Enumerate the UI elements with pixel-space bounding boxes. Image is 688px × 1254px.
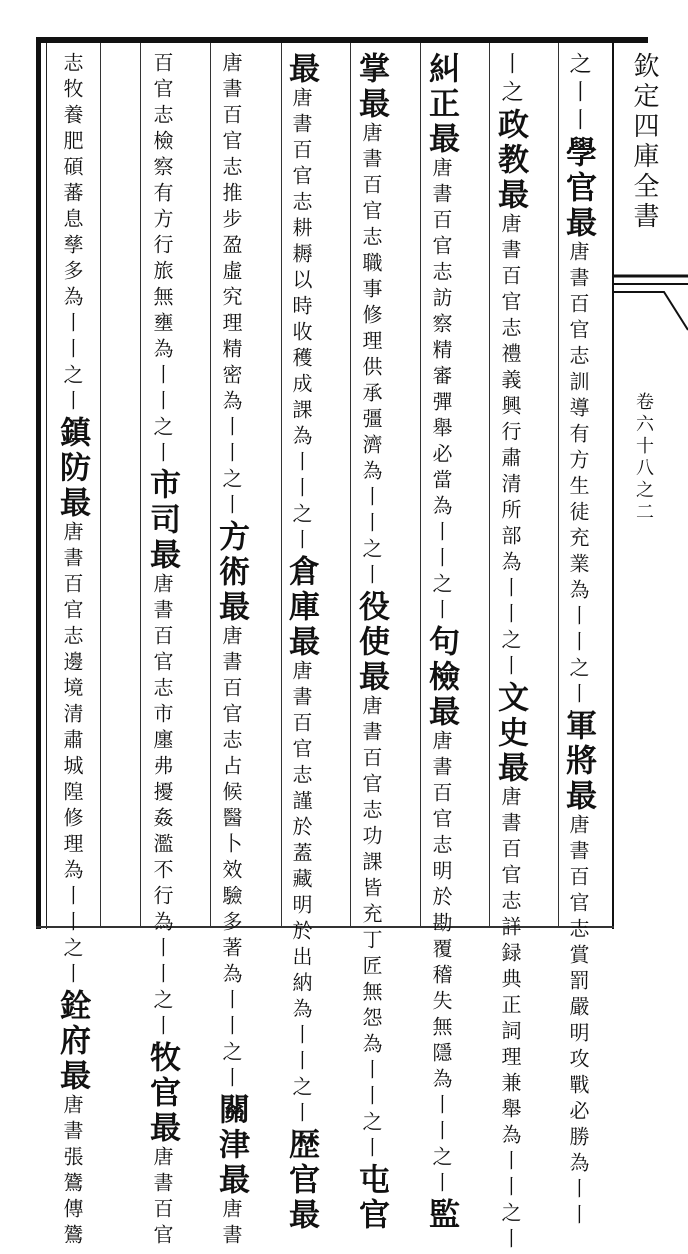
frame-left-border [36, 37, 41, 929]
text-column-5 [283, 52, 319, 1233]
entry-heading: 歴官最 [283, 1128, 319, 1233]
entry-text: 唐書百官志職事修理供承彊濟為丨丨之丨 [359, 122, 383, 590]
entry-text: 唐書百官志訓導有方生徒充業為丨丨之丨 [566, 241, 590, 709]
entry-text: 丨之 [498, 52, 523, 108]
entry-heading: 糾正最 [423, 52, 459, 157]
column-separator [100, 43, 101, 927]
entry-heading: 鎮防最 [54, 416, 90, 521]
entry-heading: 牧官最 [144, 1041, 180, 1146]
text-column-1 [560, 52, 596, 1230]
fishtail-marker-icon [614, 270, 688, 340]
entry-heading: 文史最 [492, 681, 528, 786]
entry-text: 唐書百官志功課皆充丁匠無怨為丨丨之丨 [359, 695, 383, 1163]
entry-heading: 學官最 [560, 136, 596, 241]
entry-heading: 最 [283, 52, 319, 87]
entry-heading: 監 [423, 1198, 459, 1233]
frame-bottom-border [36, 926, 614, 928]
entry-text: 唐書百官志明於勘覆稽失無隱為丨丨之丨 [429, 730, 453, 1198]
frame-right-border [612, 37, 614, 929]
entry-text: 唐書張鷟傳鷟 [60, 1094, 84, 1250]
column-separator [420, 43, 421, 927]
entry-heading: 市司最 [144, 468, 180, 573]
entry-heading: 倉庫最 [283, 555, 319, 660]
column-separator [558, 43, 559, 927]
text-column-2 [492, 52, 528, 1254]
entry-text: 唐書百官志市廛弗擾姦濫不行為丨丨之丨 [150, 573, 174, 1041]
text-column-8 [54, 52, 90, 1250]
column-separator [350, 43, 351, 927]
entry-heading: 掌最 [353, 52, 389, 122]
entry-text: 唐書百官志禮義興行肅清所部為丨丨之丨 [498, 213, 522, 681]
entry-heading: 句檢最 [423, 625, 459, 730]
book-title: 欽定四庫全書 [629, 52, 659, 232]
entry-text: 百官志檢察有方行旅無壅為丨丨之丨 [150, 52, 174, 468]
text-column-7 [144, 52, 180, 1250]
entry-text: 唐書百官志推步盈虛究理精密為丨丨之丨 [219, 52, 243, 520]
entry-text: 唐書百官 [150, 1146, 174, 1250]
text-column-3 [423, 52, 459, 1233]
text-column-6 [213, 52, 249, 1250]
entry-heading: 方術最 [213, 520, 249, 625]
entry-text: 唐書 [219, 1198, 243, 1250]
entry-text: 唐書百官志謹於蓋藏明於出納為丨丨之丨 [289, 660, 313, 1128]
entry-heading: 役使最 [353, 590, 389, 695]
entry-text: 唐書百官志賞罰嚴明攻戰必勝為丨丨 [566, 814, 590, 1230]
entry-text: 唐書百官志詳録典正詞理兼舉為丨丨之丨 [498, 786, 522, 1254]
column-separator [140, 43, 141, 927]
entry-text: 唐書百官志訪察精審彈舉必當為丨丨之丨 [429, 157, 453, 625]
column-separator [210, 43, 211, 927]
entry-text: 志牧養肥碩蕃息孳多為丨丨之丨 [60, 52, 84, 416]
entry-heading: 銓府最 [54, 989, 90, 1094]
frame-top-border [36, 37, 648, 43]
entry-heading: 屯官 [353, 1163, 389, 1233]
entry-text: 唐書百官志耕耨以時收穫成課為丨丨之丨 [289, 87, 313, 555]
frame-left-inner-border [46, 43, 47, 929]
entry-text: 唐書百官志邊境清肅城隍修理為丨丨之丨 [60, 521, 84, 989]
entry-text: 之丨丨 [566, 52, 591, 136]
column-separator [489, 43, 490, 927]
text-column-4 [353, 52, 389, 1233]
volume-number: 卷六十八之二 [633, 392, 654, 524]
entry-text: 唐書百官志占候醫卜效驗多著為丨丨之丨 [219, 625, 243, 1093]
entry-heading: 軍將最 [560, 709, 596, 814]
column-separator [281, 43, 282, 927]
entry-heading: 政教最 [492, 108, 528, 213]
entry-heading: 關津最 [213, 1093, 249, 1198]
